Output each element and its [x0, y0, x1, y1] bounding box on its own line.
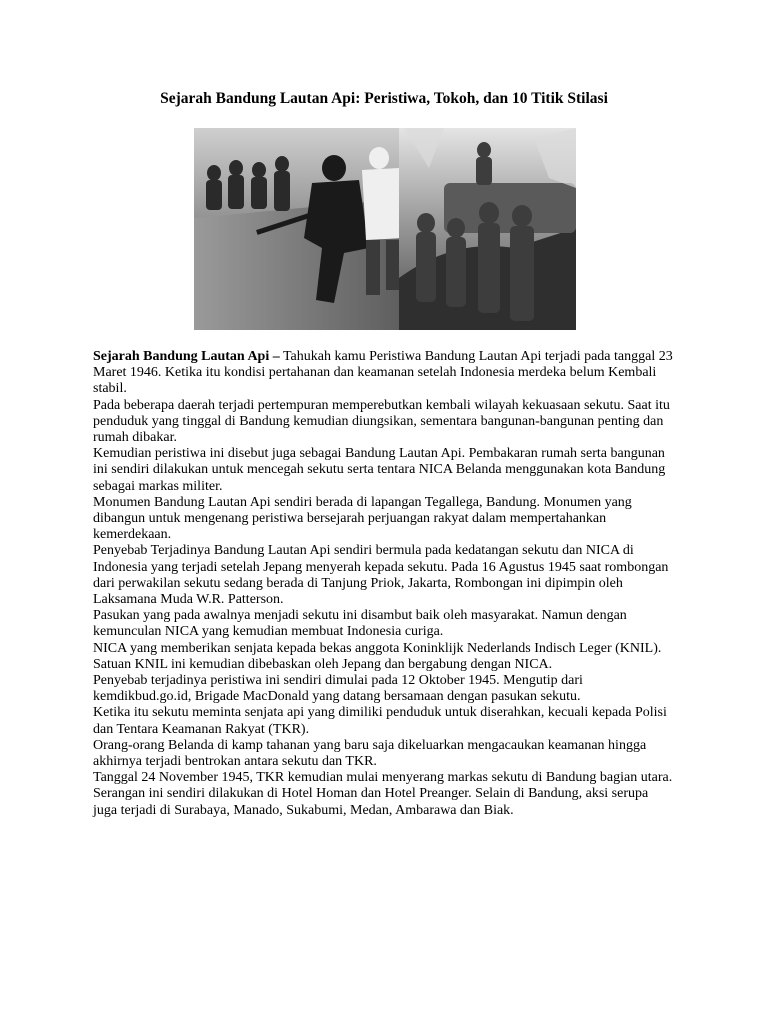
- paragraph: Monumen Bandung Lautan Api sendiri berada di lapangan Tegallega, Bandung. Monumen yang dibangun untuk mengenang peristiwa bersejarah perjuangan rakyat dalam mempertahankan kemerdekaan.: [93, 494, 632, 543]
- paragraph: Penyebab terjadinya peristiwa ini sendiri dimulai pada 12 Oktober 1945. Mengutip dari kemdikbud.go.id, Brigade MacDonald yang datang bersamaan dengan pasukan sekutu.: [93, 673, 583, 705]
- photo-illustration: [194, 128, 576, 330]
- article-body: [93, 349, 675, 819]
- paragraph: Orang-orang Belanda di kamp tahanan yang baru saja dikeluarkan mengacaukan keamanan hingga akhirnya terjadi bentrokan antara sekutu dan TKR.: [93, 737, 647, 770]
- intro-bold-lead: Sejarah Bandung Lautan Api –: [93, 349, 280, 364]
- paragraph: Kemudian peristiwa ini disebut juga sebagai Bandung Lautan Api. Pembakaran rumah serta bangunan ini sendiri dilakukan untuk mencegah sekutu serta tentara NICA Belanda menggunakan kota Bandung sebagai markas militer.: [93, 446, 666, 494]
- paragraph: Ketika itu sekutu meminta senjata api yang dimiliki penduduk untuk diserahkan, kecuali kepada Polisi dan Tentara Keamanan Rakyat (TKR).: [93, 705, 667, 737]
- paragraph: NICA yang memberikan senjata kepada bekas anggota Koninklijk Nederlands Indisch Leger (KNIL). Satuan KNIL ini kemudian dibebaskan oleh Jepang dan bergabung dengan NICA.: [93, 640, 662, 672]
- intro-text: Tahukah kamu Peristiwa Bandung Lautan Api terjadi pada tanggal 23 Maret 1946. Ketika itu kondisi pertahanan dan keamanan setelah Indonesia merdeka belum Kembali stabil.: [93, 349, 673, 397]
- paragraph: Tanggal 24 November 1945, TKR kemudian mulai menyerang markas sekutu di Bandung bagian utara. Serangan ini sendiri dilakukan di Hotel Homan dan Hotel Preanger. Selain di Bandung, aksi serupa juga terjadi di Surabaya, Manado, Sukabumi, Medan, Ambarawa dan Biak.: [93, 770, 673, 818]
- intro-paragraph: [93, 349, 675, 398]
- paragraph: Pada beberapa daerah terjadi pertempuran memperebutkan kembali wilayah kekuasaan sekutu. Saat itu penduduk yang tinggal di Bandung kemudian diungsikan, sementara bangunan-bangunan penting dan rumah dibakar.: [93, 397, 670, 446]
- historical-photo: [194, 128, 576, 330]
- document-title: Sejarah Bandung Lautan Api: Peristiwa, Tokoh, dan 10 Titik Stilasi: [160, 90, 608, 107]
- paragraph: Penyebab Terjadinya Bandung Lautan Api sendiri bermula pada kedatangan sekutu dan NICA di Indonesia yang terjadi setelah Jepang menyerah kepada sekutu. Pada 16 Agustus 1945 saat rombongan dari perwakilan sekutu sedang berada di Tanjung Priok, Jakarta, Rombongan ini dipimpin oleh Laksamana Muda W.R. Patterson.: [93, 543, 669, 608]
- paragraph: Pasukan yang pada awalnya menjadi sekutu ini disambut baik oleh masyarakat. Namun dengan kemunculan NICA yang kemudian membuat Indonesia curiga.: [93, 608, 627, 640]
